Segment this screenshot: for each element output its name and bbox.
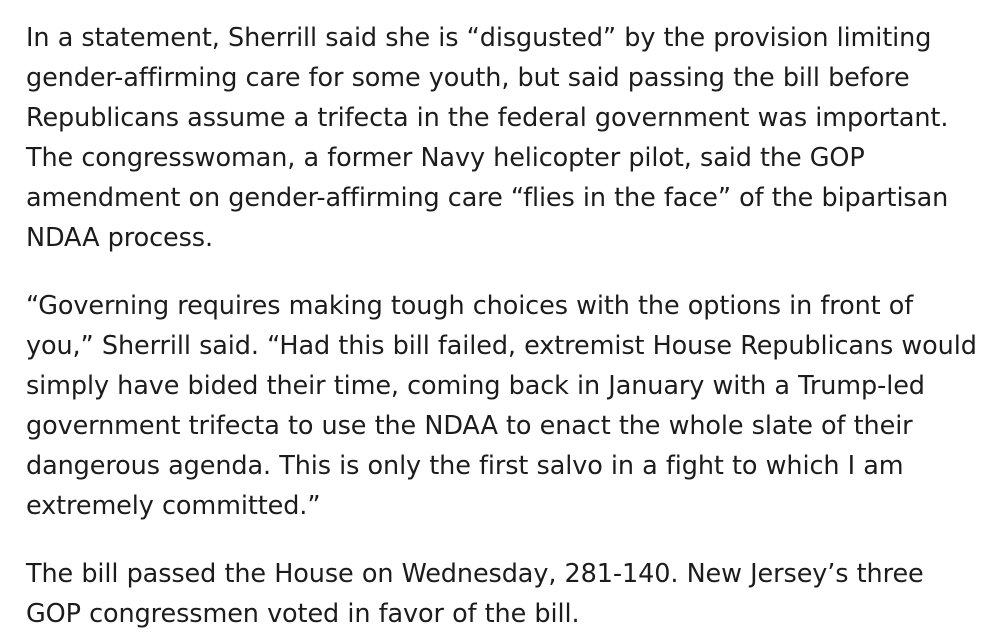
article-paragraph: “Governing requires making tough choices with the options in front of you,” Sherrill said. “Had this bill failed, extremist House Republicans would simply have bided their time, coming back in January with a Trump-led government trifecta to use the NDAA to enact the whole slate of their dangerous agenda. This is only the first salvo in a fight to which I am extremely committed.” — [26, 291, 977, 521]
article-paragraph: In a statement, Sherrill said she is “disgusted” by the provision limiting gender-affirming care for some youth, but said passing the bill before Republicans assume a trifecta in the federal government was important. The congresswoman, a former Navy helicopter pilot, said the GOP amendment on gender-affirming care “flies in the face” of the bipartisan NDAA process. — [26, 23, 949, 253]
article-paragraph: The bill passed the House on Wednesday, 281-140. New Jersey’s three GOP congressmen voted in favor of the bill. — [26, 559, 924, 629]
